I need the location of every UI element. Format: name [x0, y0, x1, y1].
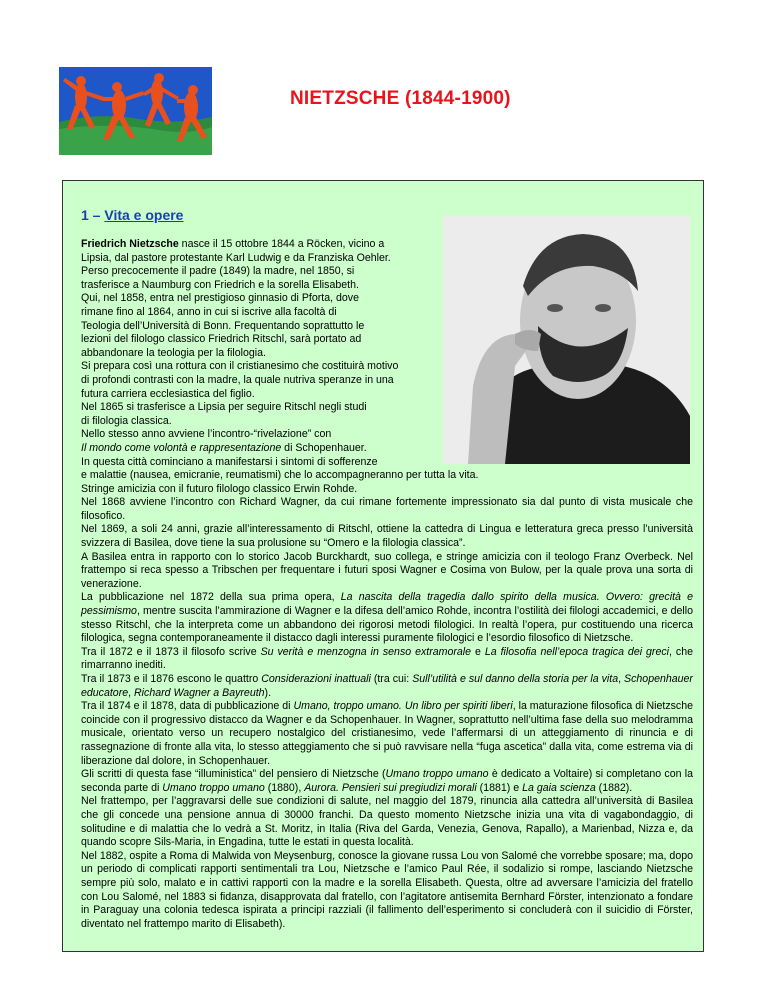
person-name: Friedrich Nietzsche: [81, 238, 179, 250]
text-line: In questa città cominciano a manifestarsi i sintomi di sofferenze: [81, 455, 378, 468]
paragraph: Tra il 1873 e il 1876 escono le quattro Considerazioni inattuali (tra cui: Sull’utilità e sul danno della storia per la vita, Schopenhauer educatore, Richard Wagner a Bayreuth).: [81, 673, 693, 699]
text-line: Nel 1865 si trasferisce a Lipsia per seguire Ritschl negli studi: [81, 401, 367, 414]
text-line: abbandonare la teologia per la filologia.: [81, 346, 266, 359]
book-title: Su verità e menzogna in senso extramorale: [260, 645, 472, 658]
paragraph: Tra il 1872 e il 1873 il filosofo scrive Su verità e menzogna in senso extramorale e La filosofia nell’epoca tragica dei greci, che rimarranno inediti.: [81, 645, 693, 672]
book-title: Sull’utilità e sul danno della storia per la vita: [412, 673, 619, 685]
content-box: [62, 180, 704, 952]
book-title: La gaia scienza: [522, 781, 596, 794]
header-painting-image: [59, 67, 212, 155]
text-line: Qui, nel 1858, entra nel prestigioso ginnasio di Pforta, dove: [81, 292, 359, 305]
book-title: Il mondo come volontà e rappresentazione: [81, 441, 282, 454]
paragraph: Tra il 1874 e il 1878, data di pubblicazione di Umano, troppo umano. Un libro per spiriti liberi, la maturazione filosofica di Nietzsche coincide con il progressivo distacco da Wagner e da Schopenhauer. In Wagner, soprattutto nell’ultima fase della suo melodramma musicale, orientato verso un recupero nostalgico del cristianesimo, vede l’affermarsi di un atteggiamento di rinuncia e di rassegnazione di fronte alla vita, lo stesso atteggiamento che si può ravvisare nella “fuga ascetica” dalla vita, come estrema via di liberazione dal dolore, in Schopenhauer.: [81, 700, 693, 767]
dance-painting-icon: [59, 67, 212, 155]
paragraph: Nel frattempo, per l’aggravarsi delle sue condizioni di salute, nel maggio del 1879, rinuncia alla cattedra all’università di Basilea che gli concede una pensione annua di 30000 franchi. Da questo momento Nietzsche inizia una vita di vagabondaggio, di solitudine e di malattia che lo vedrà a St. Moritz, in Italia (Riva del Garda, Venezia, Genova, Rapallo), a Marienbad, Nizza e, da quando scopre Sils-Maria, in Engadina, tutte le estati in questa località.: [81, 795, 693, 849]
book-title: La nascita della tragedia dallo spirito della musica. Ovvero: grecità e pessimismo: [81, 591, 693, 618]
text-line: di profondi contrasti con la madre, la quale nutriva speranze in una: [81, 373, 394, 386]
book-title: Schopenhauer educatore: [81, 673, 693, 699]
book-title: Considerazioni inattuali: [261, 673, 371, 685]
text-line: Si prepara così una rottura con il cristianesimo che costituirà motivo: [81, 360, 399, 373]
paragraph: A Basilea entra in rapporto con lo storico Jacob Burckhardt, suo collega, e stringe amicizia con il teologo Franz Overbeck. Nel frattempo si reca spesso a Tribschen per frequentare i futuri sposi Wagner e Cosima von Bulow, per la quale prova una sorta di venerazione.: [81, 550, 693, 590]
book-title: Umano troppo umano: [162, 781, 265, 794]
text-line: Friedrich Nietzsche nasce il 15 ottobre 1844 a Röcken, vicino a: [81, 238, 385, 250]
paragraph: Nel 1869, a soli 24 anni, grazie all’interessamento di Ritschl, ottiene la cattedra di Lingua e letteratura greca presso l’università svizzera di Basilea, dove tiene la sua prolusione su “Omero e la filologia classica”.: [81, 523, 693, 550]
text-line: rimane fino al 1864, anno in cui si iscrive alla facoltà di: [81, 305, 337, 318]
text-line: Perso precocemente il padre (1849) la madre, nel 1850, si: [81, 265, 355, 278]
text-line: e malattie (nausea, emicranie, reumatismi) che lo accompagneranno per tutta la vita.: [81, 469, 479, 482]
paragraph: La pubblicazione nel 1872 della sua prima opera, La nascita della tragedia dallo spirito della musica. Ovvero: grecità e pessimismo, mentre suscita l’ammirazione di Wagner e la difesa dell’amico Rohde, incontra l’ostilità dei filologi accademici, e dello stesso Ritschl, che la interpreta come un abbandono dei rigorosi metodi filologici. In realtà l’opera, pur costituendo una ricerca filologica, segna contemporaneamente il distacco dagli interessi puramente filologici e l’esordio filosofico di Nietzsche.: [81, 591, 693, 645]
paragraph: Gli scritti di questa fase “illuministica” del pensiero di Nietzsche (Umano troppo umano è dedicato a Voltaire) si completano con la seconda parte di Umano troppo umano (1880), Aurora. Pensieri sui pregiudizi morali (1881) e La gaia scienza (1882).: [81, 768, 693, 794]
book-title: Richard Wagner a Bayreuth: [134, 686, 265, 699]
book-title: Umano troppo umano: [385, 768, 489, 781]
book-title: Umano, troppo umano. Un libro per spiriti liberi: [293, 700, 513, 713]
paragraph: Nel 1868 avviene l’incontro con Richard Wagner, da cui rimane fortemente impressionato sia dal punto di vista musicale che filosofico.: [81, 496, 693, 522]
text-line: trasferisce a Naumburg con Friedrich e la sorella Elisabeth.: [81, 278, 359, 291]
text-line: futura carriera ecclesiastica del figlio.: [81, 387, 255, 400]
text-line: Nello stesso anno avviene l’incontro-“rivelazione” con: [81, 428, 332, 441]
section-heading: [81, 207, 183, 223]
text-line: di filologia classica.: [81, 414, 172, 427]
document-title: NIETZSCHE (1844-1900): [290, 88, 511, 109]
book-title: La filosofia nell’epoca tragica dei greci: [484, 645, 669, 658]
biography-text: [81, 238, 693, 931]
text-line: Stringe amicizia con il futuro filologo classico Erwin Rohde.: [81, 482, 358, 495]
section-title-link[interactable]: Vita e opere: [104, 207, 184, 223]
paragraph: Nel 1882, ospite a Roma di Malwida von Meysenburg, conosce la giovane russa Lou von Salomé che vorrebbe sposare; ma, dopo un periodo di complicati rapporti sentimentali tra Lou, Nietzsche e l’amico Paul Rée, il sodalizio si rompe, lasciando Nietzsche sempre più solo, malato e in cattivi rapporti con la madre e la sorella Elisabeth. Questa, oltre ad avversare l’amicizia del fratello con Lou Salomé, nel 1883 si fidanza, disapprovata dal fratello, con l’agitatore antisemita Bernhard Förster, intenzionato a fondare in Paraguay una colonia tedesca ispirata a principi razziali (il fallimento dell’esperimento si concluderà con il suicidio di Förster, diventato nel frattempo marito di Elisabeth).: [81, 849, 693, 930]
text-line: Il mondo come volontà e rappresentazione di Schopenhauer.: [81, 441, 367, 454]
section-number: 1 –: [81, 207, 105, 223]
text-line: Teologia dell’Università di Bonn. Frequentando soprattutto le: [81, 319, 365, 332]
text-line: Lipsia, dal pastore protestante Karl Ludwig e da Franziska Oehler.: [81, 251, 391, 264]
book-title: Aurora. Pensieri sui pregiudizi morali: [304, 781, 477, 794]
text-line: lezioni del filologo classico Friedrich Ritschl, sarà portato ad: [81, 333, 362, 346]
